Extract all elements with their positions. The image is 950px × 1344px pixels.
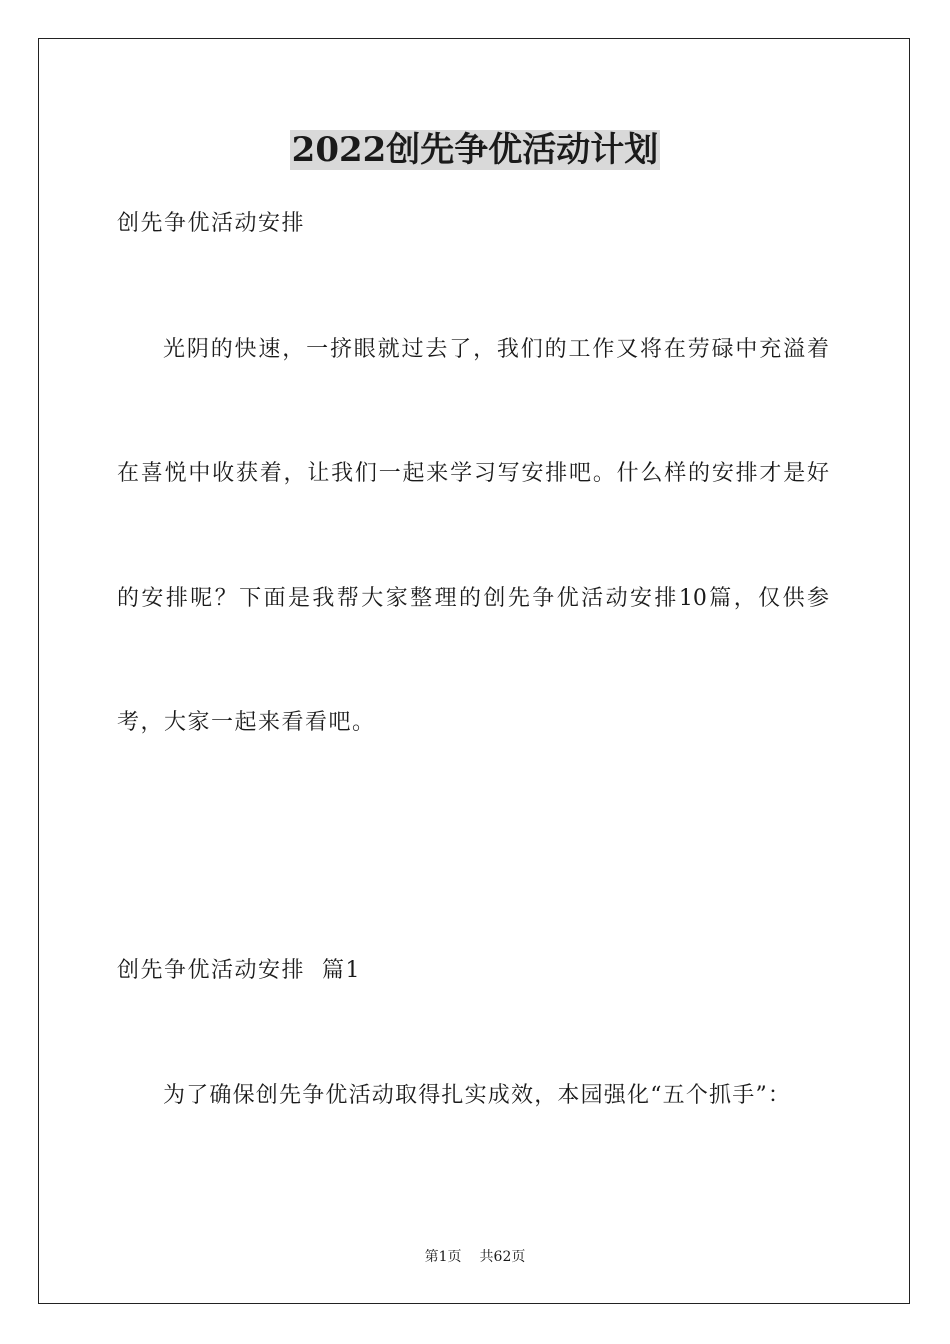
page-number: 第1页 xyxy=(424,1249,462,1265)
page-footer xyxy=(0,1247,950,1267)
section-heading: 创先争优活动安排 篇1 xyxy=(117,958,361,983)
document-title-text: 2022创先争优活动计划 xyxy=(291,130,659,170)
page-total: 共62页 xyxy=(479,1249,526,1265)
paragraph-line: 的安排呢？下面是我帮大家整理的创先争优活动安排10篇，仅供参 xyxy=(117,586,829,611)
document-title xyxy=(0,128,950,172)
paragraph-line: 为了确保创先争优活动取得扎实成效，本园强化“五个抓手”： xyxy=(163,1083,792,1108)
paragraph-line: 光阴的快速，一挤眼就过去了，我们的工作又将在劳碌中充溢着 xyxy=(163,337,829,362)
document-subtitle: 创先争优活动安排 xyxy=(117,211,306,236)
paragraph-line: 考，大家一起来看看吧。 xyxy=(117,710,376,735)
paragraph-line: 在喜悦中收获着，让我们一起来学习写安排吧。什么样的安排才是好 xyxy=(117,461,829,486)
